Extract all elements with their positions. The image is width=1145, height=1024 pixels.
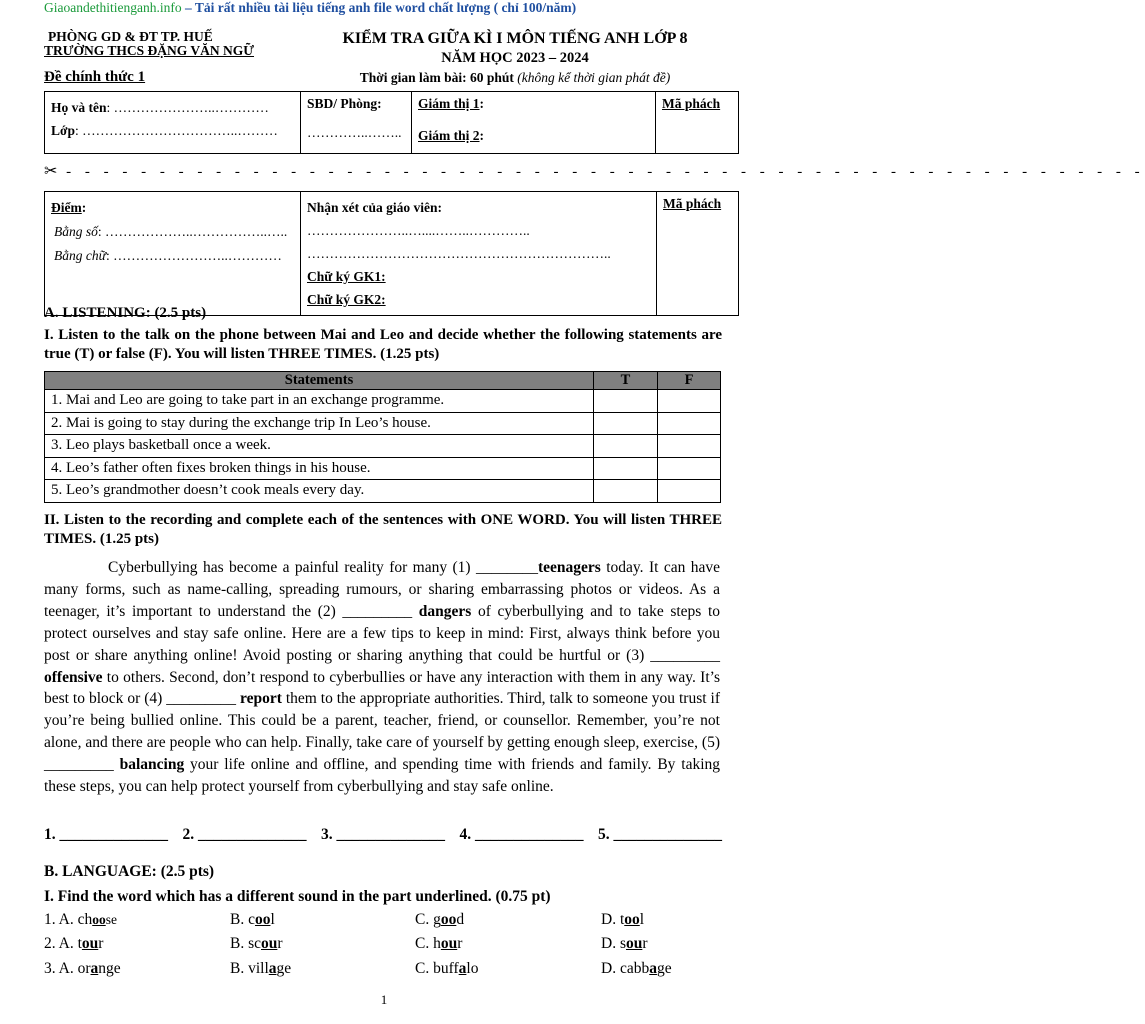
exam-header	[330, 30, 700, 86]
option-c[interactable]: C. buffalo	[415, 960, 479, 977]
answer-blank-2[interactable]: 2. ______________	[182, 826, 307, 843]
option-d[interactable]: D. sour	[601, 935, 648, 952]
language-title: B. LANGUAGE: (2.5 pts)	[44, 863, 215, 880]
school-header	[44, 30, 254, 58]
school-name: TRƯỜNG THCS ĐẶNG VĂN NGỮ	[44, 43, 255, 58]
invigilator2-label: Giám thị 2	[418, 128, 480, 143]
exam-time-note: (không kể thời gian phát đề)	[517, 70, 671, 85]
answer-blanks	[44, 826, 722, 844]
score-label: Điểm	[51, 200, 82, 215]
name-label: Họ và tên	[51, 100, 107, 115]
table-row	[45, 412, 721, 435]
option-c[interactable]: C. hour	[415, 935, 463, 952]
pronunciation-question-1	[44, 911, 734, 933]
true-answer-cell[interactable]	[594, 390, 658, 413]
pronunciation-question-2	[44, 935, 734, 957]
option-d[interactable]: D. tool	[601, 911, 645, 928]
answer-blank-4[interactable]: 4. ______________	[459, 826, 584, 843]
score-box	[44, 191, 739, 316]
false-answer-cell[interactable]	[658, 480, 721, 503]
cut-dashes: - - - - - - - - - - - - - - - - - - - - - - - - - - - - - - - - - - - - - - - - - - - - - - - - - - - - - - - - - -	[66, 164, 1145, 180]
option-b[interactable]: B. village	[230, 960, 292, 977]
listening-part2-instructions: II. Listen to the recording and complete each of the sentences with ONE WORD. You will listen THREE TIMES. (1.25 pts)	[44, 512, 722, 547]
hint-word-3: offensive	[44, 668, 103, 686]
department-name: PHÒNG GD & ĐT TP. HUẾ	[48, 29, 213, 44]
sbd-label: SBD/ Phòng:	[307, 96, 382, 111]
score-number-field[interactable]: : ………………..……………..…..	[97, 224, 288, 239]
official-exam-label: Đề chính thức 1	[44, 69, 146, 85]
grader1-signature-label: Chữ ký GK1:	[307, 269, 386, 284]
student-info-box	[44, 91, 739, 154]
class-label: Lớp	[51, 123, 75, 138]
option-a[interactable]: 2. A. tour	[44, 935, 104, 952]
comment-field[interactable]: …………………..…....……..…………..	[307, 223, 530, 238]
true-answer-cell[interactable]	[594, 435, 658, 458]
invigilator1-label: Giám thị 1	[418, 96, 480, 111]
statement-text: 1. Mai and Leo are going to take part in an exchange programme.	[45, 390, 594, 413]
exam-title: KIỂM TRA GIỮA KÌ I MÔN TIẾNG ANH LỚP 8	[342, 30, 688, 47]
option-c[interactable]: C. good	[415, 911, 465, 928]
false-header: F	[658, 372, 721, 390]
false-answer-cell[interactable]	[658, 457, 721, 480]
option-b[interactable]: B. scour	[230, 935, 283, 952]
score-number-label: Bằng số	[54, 224, 98, 239]
listening-part1-instructions: I. Listen to the talk on the phone between Mai and Leo and decide whether the following statements are true (T) or false (F). You will listen THREE TIMES. (1.25 pts)	[44, 327, 722, 362]
statements-header: Statements	[45, 372, 594, 390]
statement-text: 2. Mai is going to stay during the exchange trip In Leo’s house.	[45, 412, 594, 435]
grader2-signature-label: Chữ ký GK2:	[307, 292, 386, 307]
score-word-field[interactable]: : ……………………..…………	[105, 248, 282, 263]
score-word-label: Bằng chữ	[54, 248, 106, 263]
false-answer-cell[interactable]	[658, 390, 721, 413]
cyberbullying-passage: Cyberbullying has become a painful reality for many (1) ________teenagers today. It can have many forms, such as name-calling, spreading rumours, or sharing embarrassing photos or videos. As a teenager, it’s important to understand the (2) _________ dangers of cyberbullying and to take steps to protect ourselves and stay safe online. Here are a few tips to keep in mind: First, always think before you post or share anything online! Avoid posting or sharing anything that could be hurtful or (3) _________ offensive to others. Second, don’t respond to cyberbullies or have any interaction with them in any way. It’s best to block or (4) _________ report them to the appropriate authorities. Third, talk to someone you trust if you’re being bullied online. This could be a parent, teacher, friend, or counsellor. Remember, you’re not alone, and there are people who can help. Finally, take care of yourself by getting enough sleep, exercise, (5) _________ balancing your life online and offline, and spending time with friends and family. By taking these steps, you can help protect yourself from cyberbullying and stay safe online.	[44, 559, 721, 796]
answer-blank-3[interactable]: 3. ______________	[321, 826, 445, 843]
student-info-cell	[45, 92, 301, 154]
code-label-1: Mã phách	[662, 96, 721, 111]
school-year: NĂM HỌC 2023 – 2024	[441, 50, 589, 66]
cut-line	[44, 161, 1145, 181]
banner-dash: –	[181, 0, 195, 15]
option-d[interactable]: D. cabbage	[601, 960, 672, 977]
top-banner	[44, 0, 576, 16]
table-row	[45, 390, 721, 413]
option-a[interactable]: 3. A. orange	[44, 960, 121, 977]
exam-time: Thời gian làm bài: 60 phút (không kể thời gian phát đề)	[359, 70, 671, 85]
page-number: 1	[380, 992, 388, 1007]
sbd-field[interactable]: …………..……..	[307, 125, 402, 140]
false-answer-cell[interactable]	[658, 412, 721, 435]
code-label-2: Mã phách	[663, 196, 722, 211]
table-row	[45, 435, 721, 458]
true-false-table	[44, 371, 721, 503]
hint-word-5: balancing	[119, 756, 185, 774]
option-a[interactable]: 1. A. choose	[44, 911, 117, 928]
invigilator-cell: Giám thị 1: Giám thị 2:	[412, 92, 656, 154]
statement-text: 3. Leo plays basketball once a week.	[45, 435, 594, 458]
answer-blank-1[interactable]: 1. ______________	[44, 826, 168, 843]
sbd-cell	[301, 92, 412, 154]
banner-promo: Tải rất nhiều tài liệu tiếng anh file word chất lượng ( chỉ 100/năm)	[194, 0, 577, 15]
hint-word-2: dangers	[418, 602, 472, 620]
statement-text: 5. Leo’s grandmother doesn’t cook meals every day.	[45, 480, 594, 503]
class-field[interactable]: : ……………………………..………	[75, 123, 278, 138]
code-cell-1	[656, 92, 739, 154]
true-answer-cell[interactable]	[594, 480, 658, 503]
true-answer-cell[interactable]	[594, 412, 658, 435]
answer-blank-5[interactable]: 5. ______________	[598, 826, 722, 843]
listening-title: A. LISTENING: (2.5 pts)	[44, 305, 207, 321]
false-answer-cell[interactable]	[658, 435, 721, 458]
comment-cell	[301, 192, 657, 316]
pronunciation-question-3	[44, 960, 734, 982]
hint-word-4: report	[239, 690, 282, 708]
site-link[interactable]: Giaoandethitienganh.info	[44, 0, 182, 15]
true-header: T	[594, 372, 658, 390]
hint-word-1: teenagers	[538, 559, 601, 576]
code-cell-2	[657, 192, 739, 316]
score-cell: Điểm: Bằng số: ………………..……………..….. Bằng chữ: ……………………..…………	[45, 192, 301, 316]
comment-label: Nhận xét của giáo viên:	[307, 200, 442, 215]
true-answer-cell[interactable]	[594, 457, 658, 480]
table-row	[45, 457, 721, 480]
statement-text: 4. Leo’s father often fixes broken things in his house.	[45, 457, 594, 480]
table-row	[45, 480, 721, 503]
comment-field-line2[interactable]: …………………………………………………………..	[307, 246, 611, 261]
scissors-icon: ✂	[44, 163, 58, 180]
name-field[interactable]: : …………………..…………	[106, 100, 269, 115]
language-part1-instructions: I. Find the word which has a different sound in the part underlined. (0.75 pt)	[44, 888, 551, 905]
option-b[interactable]: B. cool	[230, 911, 275, 928]
